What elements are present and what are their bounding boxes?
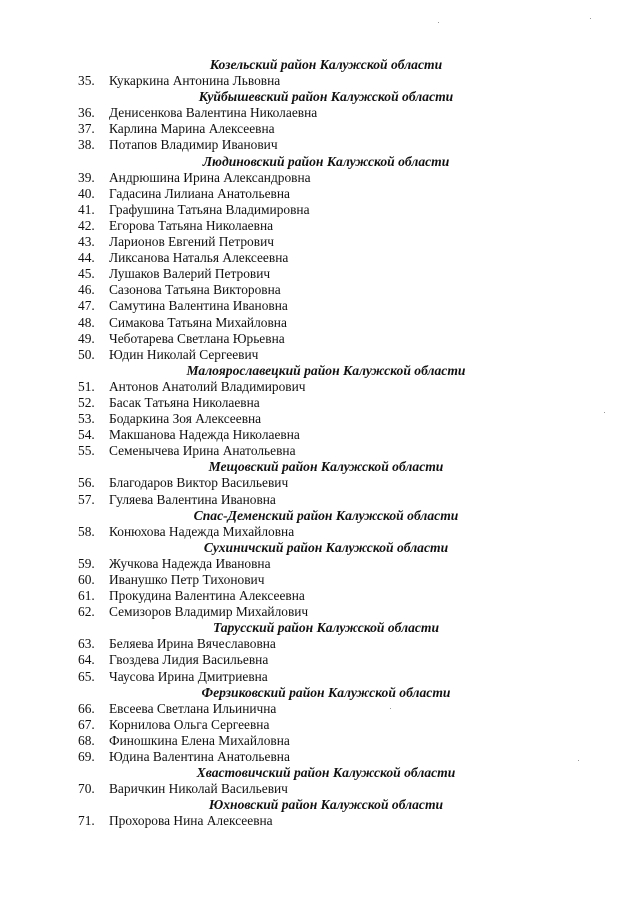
scan-speck [390,708,391,709]
section-heading: Куйбышевский район Калужской области [198,89,454,105]
list-item [0,475,640,491]
list-item-name: Графушина Татьяна Владимировна [109,201,310,217]
list-item-name: Финошкина Елена Михайловна [109,732,290,748]
list-item-name: Благодаров Виктор Васильевич [109,475,289,491]
list-item-name: Юдина Валентина Анатольевна [109,749,290,765]
list-item-number: 53. [78,411,95,427]
list-item [0,379,640,395]
list-item-number: 46. [78,282,95,298]
list-item-number: 45. [78,266,95,282]
list-item [0,733,640,749]
list-item-name: Семенычева Ирина Анатольевна [109,443,296,459]
list-item-name: Евсеева Светлана Ильинична [109,700,277,716]
list-item-number: 58. [78,523,95,539]
list-item-name: Чеботарева Светлана Юрьевна [109,330,285,346]
list-item [0,202,640,218]
list-item-number: 38. [78,137,95,153]
list-item-number: 54. [78,427,95,443]
list-item [0,717,640,733]
list-item [0,186,640,202]
list-item-name: Антонов Анатолий Владимирович [109,378,306,394]
list-item-number: 39. [78,169,95,185]
list-item-number: 36. [78,105,95,121]
list-item-number: 56. [78,475,95,491]
section-heading: Малоярославецкий район Калужской области [186,362,466,378]
list-item-name: Лушаков Валерий Петрович [109,266,271,282]
list-item-name: Потапов Владимир Иванович [109,137,278,153]
section-heading: Спас-Деменский район Калужской области [193,507,459,523]
list-item-name: Ларионов Евгений Петрович [109,234,274,250]
list-item-name: Иванушко Петр Тихонович [109,572,265,587]
section-heading: Сухиничский район Калужской области [203,539,449,555]
list-item-name: Варичкин Николай Васильевич [109,781,288,797]
list-item [0,781,640,797]
list-item-name: Гадасина Лилиана Анатольевна [109,185,290,201]
list-item [0,282,640,298]
list-item-number: 52. [78,394,95,410]
list-item-name: Жучкова Надежда Ивановна [109,555,271,571]
list-item [0,588,640,604]
list-item [0,669,640,685]
list-item-name: Семизоров Владимир Михайлович [109,604,309,620]
list-item [0,524,640,540]
list-item [0,652,640,668]
list-item-number: 62. [78,604,95,620]
scan-speck [590,18,591,19]
list-item-name: Самутина Валентина Ивановна [109,298,288,314]
list-item-name: Макшанова Надежда Николаевна [109,427,300,443]
list-item-name: Басак Татьяна Николаевна [109,394,260,410]
list-item-name: Конюхова Надежда Михайловна [109,523,295,539]
list-item [0,218,640,234]
list-item-name: Симакова Татьяна Михайловна [109,314,287,330]
list-item-number: 43. [78,234,95,250]
list-item [0,315,640,331]
list-item-number: 63. [78,636,95,652]
list-item [0,331,640,347]
list-item-name: Прохорова Нина Алексеевна [109,813,273,829]
list-item-number: 35. [78,73,95,89]
list-item [0,749,640,765]
list-item-number: 51. [78,378,95,394]
list-item [0,266,640,282]
list-item [0,234,640,250]
list-item [0,395,640,411]
section-heading: Тарусский район Калужской области [212,620,440,636]
section-heading: Хвастовичский район Калужской области [196,765,456,781]
list-item-name: Прокудина Валентина Алексеевна [109,588,305,604]
document-page [0,57,640,830]
list-item-name: Денисенкова Валентина Николаевна [109,105,318,121]
list-item [0,443,640,459]
list-item-name: Карлина Марина Алексеевна [109,121,275,137]
list-item [0,556,640,572]
list-item-number: 60. [78,572,95,587]
list-item-number: 47. [78,298,95,314]
list-item [0,73,640,89]
list-item [0,636,640,652]
list-item-number: 50. [78,346,95,362]
list-item [0,170,640,186]
list-item [0,813,640,829]
section-heading: Козельский район Калужской области [209,57,443,72]
list-item-name: Гвоздева Лидия Васильевна [109,652,269,668]
list-item-number: 65. [78,668,95,684]
list-item-number: 71. [78,813,95,829]
list-item [0,701,640,717]
list-item-name: Сазонова Татьяна Викторовна [109,282,281,298]
list-item-name: Андрюшина Ирина Александровна [109,169,311,185]
list-item-number: 44. [78,250,95,266]
list-item-number: 48. [78,314,95,330]
list-item [0,121,640,137]
scan-speck [604,412,605,413]
list-item-name: Гуляева Валентина Ивановна [109,491,276,507]
list-item [0,572,640,588]
scan-speck [578,760,579,761]
list-item [0,411,640,427]
section-heading: Юхновский район Калужской области [208,797,444,813]
list-item-number: 61. [78,588,95,604]
section-heading: Людиновский район Калужской области [202,153,450,169]
list-item-number: 67. [78,716,95,732]
list-item-number: 55. [78,443,95,459]
list-item-number: 68. [78,732,95,748]
list-item-number: 40. [78,185,95,201]
list-item-name: Кукаркина Антонина Львовна [109,73,281,89]
scan-speck [438,22,439,23]
list-item-number: 49. [78,330,95,346]
list-item-name: Чаусова Ирина Дмитриевна [109,668,268,684]
list-item-name: Корнилова Ольга Сергеевна [109,716,270,732]
list-item-number: 37. [78,121,95,137]
list-item-number: 70. [78,781,95,797]
list-item-number: 57. [78,491,95,507]
list-item [0,137,640,153]
list-item [0,298,640,314]
list-item [0,105,640,121]
list-item-name: Беляева Ирина Вячеславовна [109,636,276,652]
section-heading: Ферзиковский район Калужской области [201,684,451,700]
list-item [0,492,640,508]
list-item [0,250,640,266]
list-item-number: 64. [78,652,95,668]
list-item-name: Бодаркина Зоя Алексеевна [109,411,262,427]
list-item-name: Юдин Николай Сергеевич [109,346,259,362]
list-item-number: 41. [78,201,95,217]
section-heading: Мещовский район Калужской области [208,459,444,475]
list-item-number: 59. [78,555,95,571]
list-item-number: 42. [78,217,95,233]
list-item [0,604,640,620]
list-item-number: 69. [78,749,95,765]
list-item-name: Егорова Татьяна Николаевна [109,217,274,233]
list-item [0,427,640,443]
list-item-name: Ликсанова Наталья Алексеевна [109,250,289,266]
list-item-number: 66. [78,700,95,716]
list-item [0,347,640,363]
